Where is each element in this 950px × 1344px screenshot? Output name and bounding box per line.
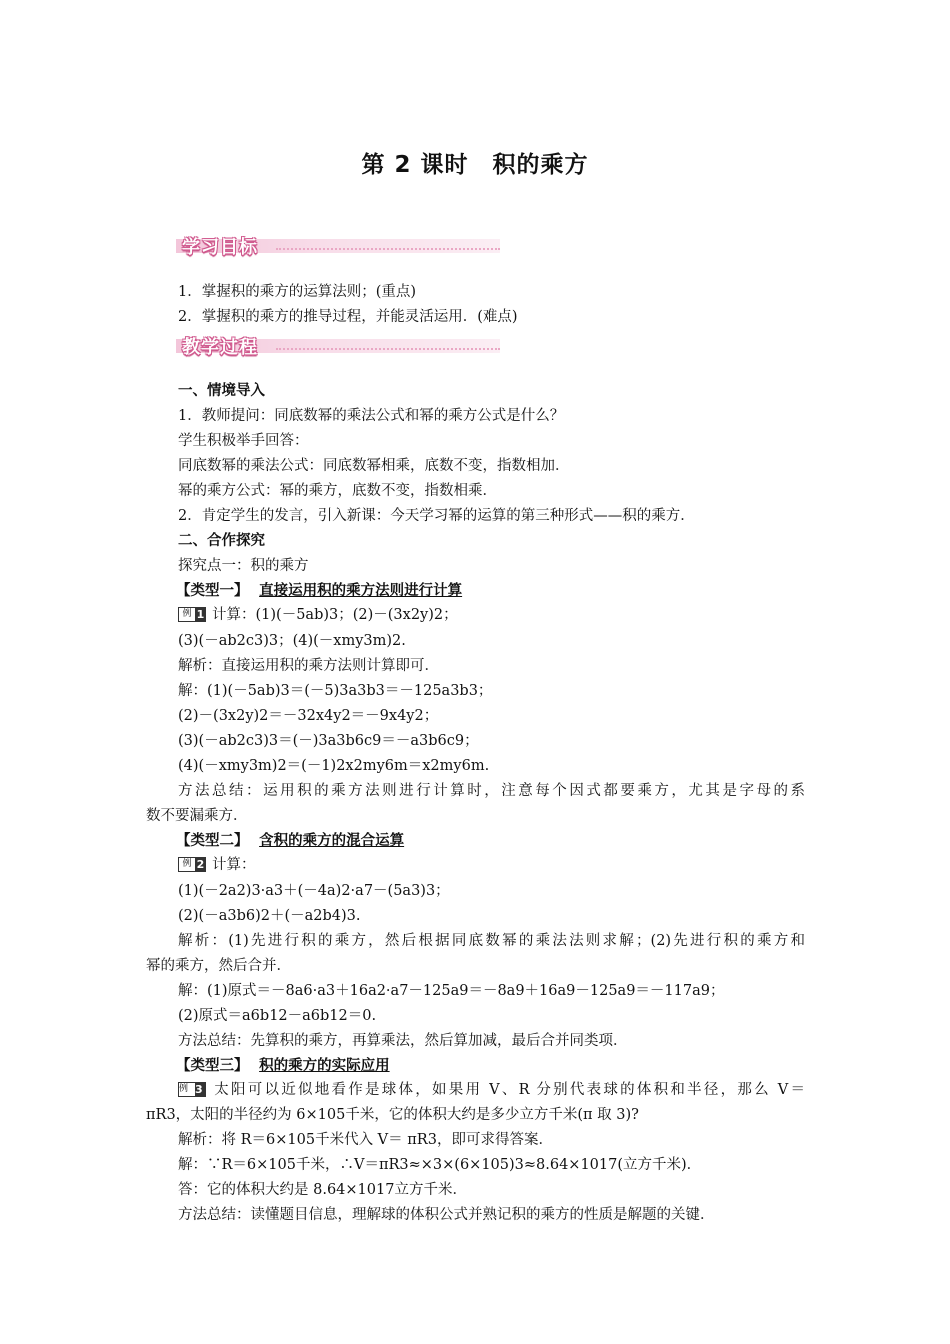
- analysis: 解析：直接运用积的乘方法则计算即可．: [178, 658, 439, 674]
- paragraph: 幂的乘方公式：幂的乘方，底数不变，指数相乘．: [178, 483, 497, 499]
- analysis: 解析：(1)先进行积的乘方，然后根据同底数幂的乘法法则求解；(2)先进行积的乘方和: [178, 933, 805, 949]
- analysis: 幂的乘方，然后合并．: [146, 958, 291, 974]
- heading: 二、合作探究: [178, 533, 265, 549]
- type-heading: 【类型三】 积的乘方的实际应用: [176, 1058, 390, 1074]
- method-summary: 数不要漏乘方．: [146, 808, 248, 824]
- type-title: 直接运用积的乘方法则进行计算: [259, 583, 463, 599]
- paragraph: (2)(－a3b6)2＋(－a2b4)3.: [178, 908, 361, 924]
- solution: (4)(－xmy3m)2＝(－1)2x2my6m＝x2my6m.: [178, 758, 490, 774]
- solution: 解：(1)原式＝－8a6·a3＋16a2·a7－125a9＝－8a9＋16a9－125a9＝－117a9；: [178, 983, 725, 999]
- paragraph: 学生积极举手回答：: [178, 433, 309, 449]
- example-badge: 例 1: [178, 607, 206, 621]
- type-heading: 【类型二】 含积的乘方的混合运算: [176, 833, 405, 849]
- paragraph: (3)(－ab2c3)3；(4)(－xmy3m)2.: [178, 633, 406, 649]
- analysis: 解析：将 R＝6×105千米代入 V＝ πR3，即可求得答案．: [178, 1132, 553, 1148]
- section-banner-process: [176, 333, 500, 357]
- type-heading: 【类型一】 直接运用积的乘方法则进行计算: [176, 583, 463, 599]
- paragraph: 同底数幂的乘法公式：同底数幂相乘，底数不变，指数相加．: [178, 458, 570, 474]
- example-1: 例 1 计算：(1)(－5ab)3；(2)－(3x2y)2；: [178, 605, 458, 625]
- paragraph: 1．教师提问：同底数幂的乘法公式和幂的乘方公式是什么？: [178, 408, 565, 424]
- section-title-process: 教学过程: [182, 337, 258, 358]
- paragraph: 2．肯定学生的发言，引入新课：今天学习幂的运算的第三种形式——积的乘方．: [178, 508, 695, 524]
- solution: (3)(－ab2c3)3＝(－)3a3b6c9＝－a3b6c9；: [178, 733, 479, 749]
- example-3: 例 3 太阳可以近似地看作是球体，如果用 V、R 分别代表球的体积和半径，那么 V＝: [179, 1082, 805, 1098]
- heading: 一、情境导入: [178, 383, 265, 399]
- paragraph: 探究点一：积的乘方: [178, 558, 309, 574]
- method-summary: 方法总结：读懂题目信息，理解球的体积公式并熟记积的乘方的性质是解题的关键．: [178, 1207, 715, 1223]
- section-title-goals: 学习目标: [182, 237, 258, 258]
- example-2: 例 2 计算：: [178, 855, 256, 875]
- goal-item: 2．掌握积的乘方的推导过程，并能灵活运用．(难点): [178, 309, 518, 325]
- answer: 答：它的体积大约是 8.64×1017立方千米．: [178, 1182, 467, 1198]
- example-badge: 例 2: [178, 857, 206, 871]
- solution: (2)－(3x2y)2＝－32x4y2＝－9x4y2；: [178, 708, 439, 724]
- type-title: 含积的乘方的混合运算: [259, 833, 405, 849]
- page-title: 第 2 课时 积的乘方: [361, 152, 589, 178]
- paragraph: (1)(－2a2)3·a3＋(－4a)2·a7－(5a3)3；: [178, 883, 450, 899]
- solution: 解：(1)(－5ab)3＝(－5)3a3b3＝－125a3b3；: [178, 683, 493, 699]
- goal-item: 1．掌握积的乘方的运算法则；(重点): [178, 284, 417, 300]
- method-summary: 方法总结：先算积的乘方，再算乘法，然后算加减，最后合并同类项．: [178, 1033, 628, 1049]
- example-badge: 例 3: [178, 1082, 206, 1096]
- paragraph: πR3，太阳的半径约为 6×105千米，它的体积大约是多少立方千米(π 取 3)?: [146, 1107, 639, 1123]
- type-title: 积的乘方的实际应用: [259, 1058, 390, 1074]
- solution: (2)原式＝a6b12－a6b12＝0.: [178, 1008, 377, 1024]
- method-summary: 方法总结：运用积的乘方法则进行计算时，注意每个因式都要乘方，尤其是字母的系: [178, 783, 805, 799]
- section-banner-goals: [176, 233, 500, 257]
- solution: 解：∵R＝6×105千米，∴V＝πR3≈×3×(6×105)3≈8.64×1017(立方千米)．: [178, 1157, 702, 1173]
